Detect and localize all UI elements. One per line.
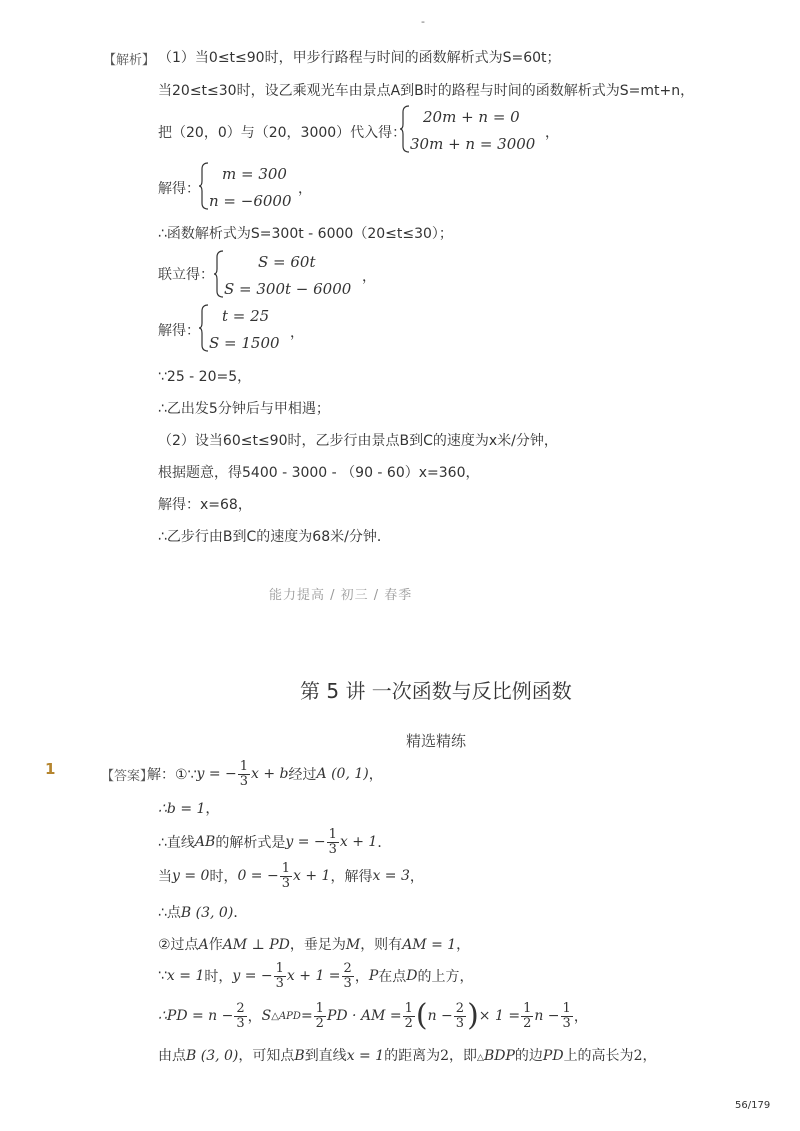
fraction: $\frac{1}{3}$ [562,1000,571,1031]
answer-line-5: ∴点B (3, 0)． [158,905,248,921]
fraction: $\frac{2}{3}$ [343,960,352,991]
fraction: $\frac{1}{2}$ [523,1000,532,1031]
fraction: $\frac{2}{3}$ [455,1000,465,1031]
analysis-line-1: （1）当0≤t≤90时，甲步行路程与时间的函数解析式为S=60t； [158,50,561,66]
analysis-line-11: 根据题意，得5400 - 3000 - （90 - 60）x=360， [158,465,480,481]
system-4-row-1: t = 25 [222,307,270,325]
system-1-row-1: 20m + n = 0 [423,108,520,126]
answer-line-8: ∴PD = n − $\frac{2}{3}$ ， S △APD = $\frac{1}{2}$ PD · AM = $\frac{1}{2}$ ( n − $\frac{2}{3}$ ) × 1 = $\frac{1}{2}$ n − $\frac{1}{3}$ ， [158,998,588,1033]
analysis-line-9: ∴乙出发5分钟后与甲相遇； [158,401,330,417]
answer-line-9: 由点B (3, 0)，可知点B到直线x = 1的距离为2，即△BDP的边PD上的高长为2， [158,1048,657,1064]
equation-system-2 [198,161,308,211]
system-1-row-2: 30m + n = 3000 [410,135,536,153]
analysis-line-8: ∵25 - 20=5， [158,369,252,385]
comma: ， [362,269,376,285]
fraction: $\frac{1}{3}$ [239,758,249,789]
analysis-line-13: ∴乙步行由B到C的速度为68米/分钟． [158,529,391,545]
solve-label-1: 解得： [158,181,200,197]
system-3-row-1: S = 60t [258,253,316,271]
fraction: $\frac{2}{3}$ [236,1000,245,1031]
answer-line-7: ∵ x = 1 时， y = − $\frac{1}{3}$ x + 1 = $\frac{2}{3}$ ， P 在点 D 的上方， [158,960,474,991]
analysis-line-2: 当20≤t≤30时，设乙乘观光车由景点A到B时的路程与时间的函数解析式为S=mt+n， [158,83,695,99]
question-number: 1 [45,760,56,778]
analysis-line-3: 把（20，0）与（20，3000）代入得： [158,125,407,141]
equation-system-1 [399,104,559,154]
analysis-line-10: （2）设当60≤t≤90时，乙步行由景点B到C的速度为x米/分钟， [158,433,558,449]
system-4-row-2: S = 1500 [209,334,280,352]
fraction: $\frac{1}{3}$ [328,826,337,857]
analysis-tag: 【解析】 [103,53,156,68]
page-number: 56/179 [735,1100,771,1111]
answer-line-4: 当 y = 0 时， 0 = − $\frac{1}{3}$ x + 1 ，解得 x = 3 ， [158,860,424,891]
system-3-row-2: S = 300t − 6000 [224,280,352,298]
section-title: 精选精练 [406,732,467,750]
answer-line-1: 解：①∵ y = − $\frac{1}{3}$ x + b 经过 A (0, 1) ， [147,758,383,789]
comma: ， [290,325,304,341]
lecture-title: 第 5 讲 一次函数与反比例函数 [300,679,572,703]
analysis-line-12: 解得：x=68， [158,497,252,513]
solve-label-2: 解得： [158,323,200,339]
fraction: $\frac{1}{3}$ [275,960,284,991]
analysis-line-5: ∴函数解析式为S=300t - 6000（20≤t≤30）； [158,226,453,242]
answer-line-6: ②过点A作AM ⊥ PD，垂足为M，则有AM = 1， [158,937,471,953]
answer-line-2: ∴b = 1， [158,801,220,817]
comma: ， [298,181,312,197]
answer-line-3: ∴直线 AB 的解析式是 y = − $\frac{1}{3}$ x + 1 ． [158,826,392,857]
fraction: $\frac{1}{3}$ [281,860,291,891]
fraction: $\frac{1}{2}$ [315,1000,324,1031]
page-footer: 能力提高 / 初三 / 春季 [269,588,413,603]
comma: ， [545,125,559,141]
system-2-row-2: n = −6000 [209,192,292,210]
fraction: $\frac{1}{2}$ [404,1000,413,1031]
top-mark: - [421,15,425,28]
simultaneous-label: 联立得： [158,267,214,283]
answer-tag: 【答案】 [101,769,154,784]
equation-system-3 [213,249,373,299]
system-2-row-1: m = 300 [222,165,287,183]
